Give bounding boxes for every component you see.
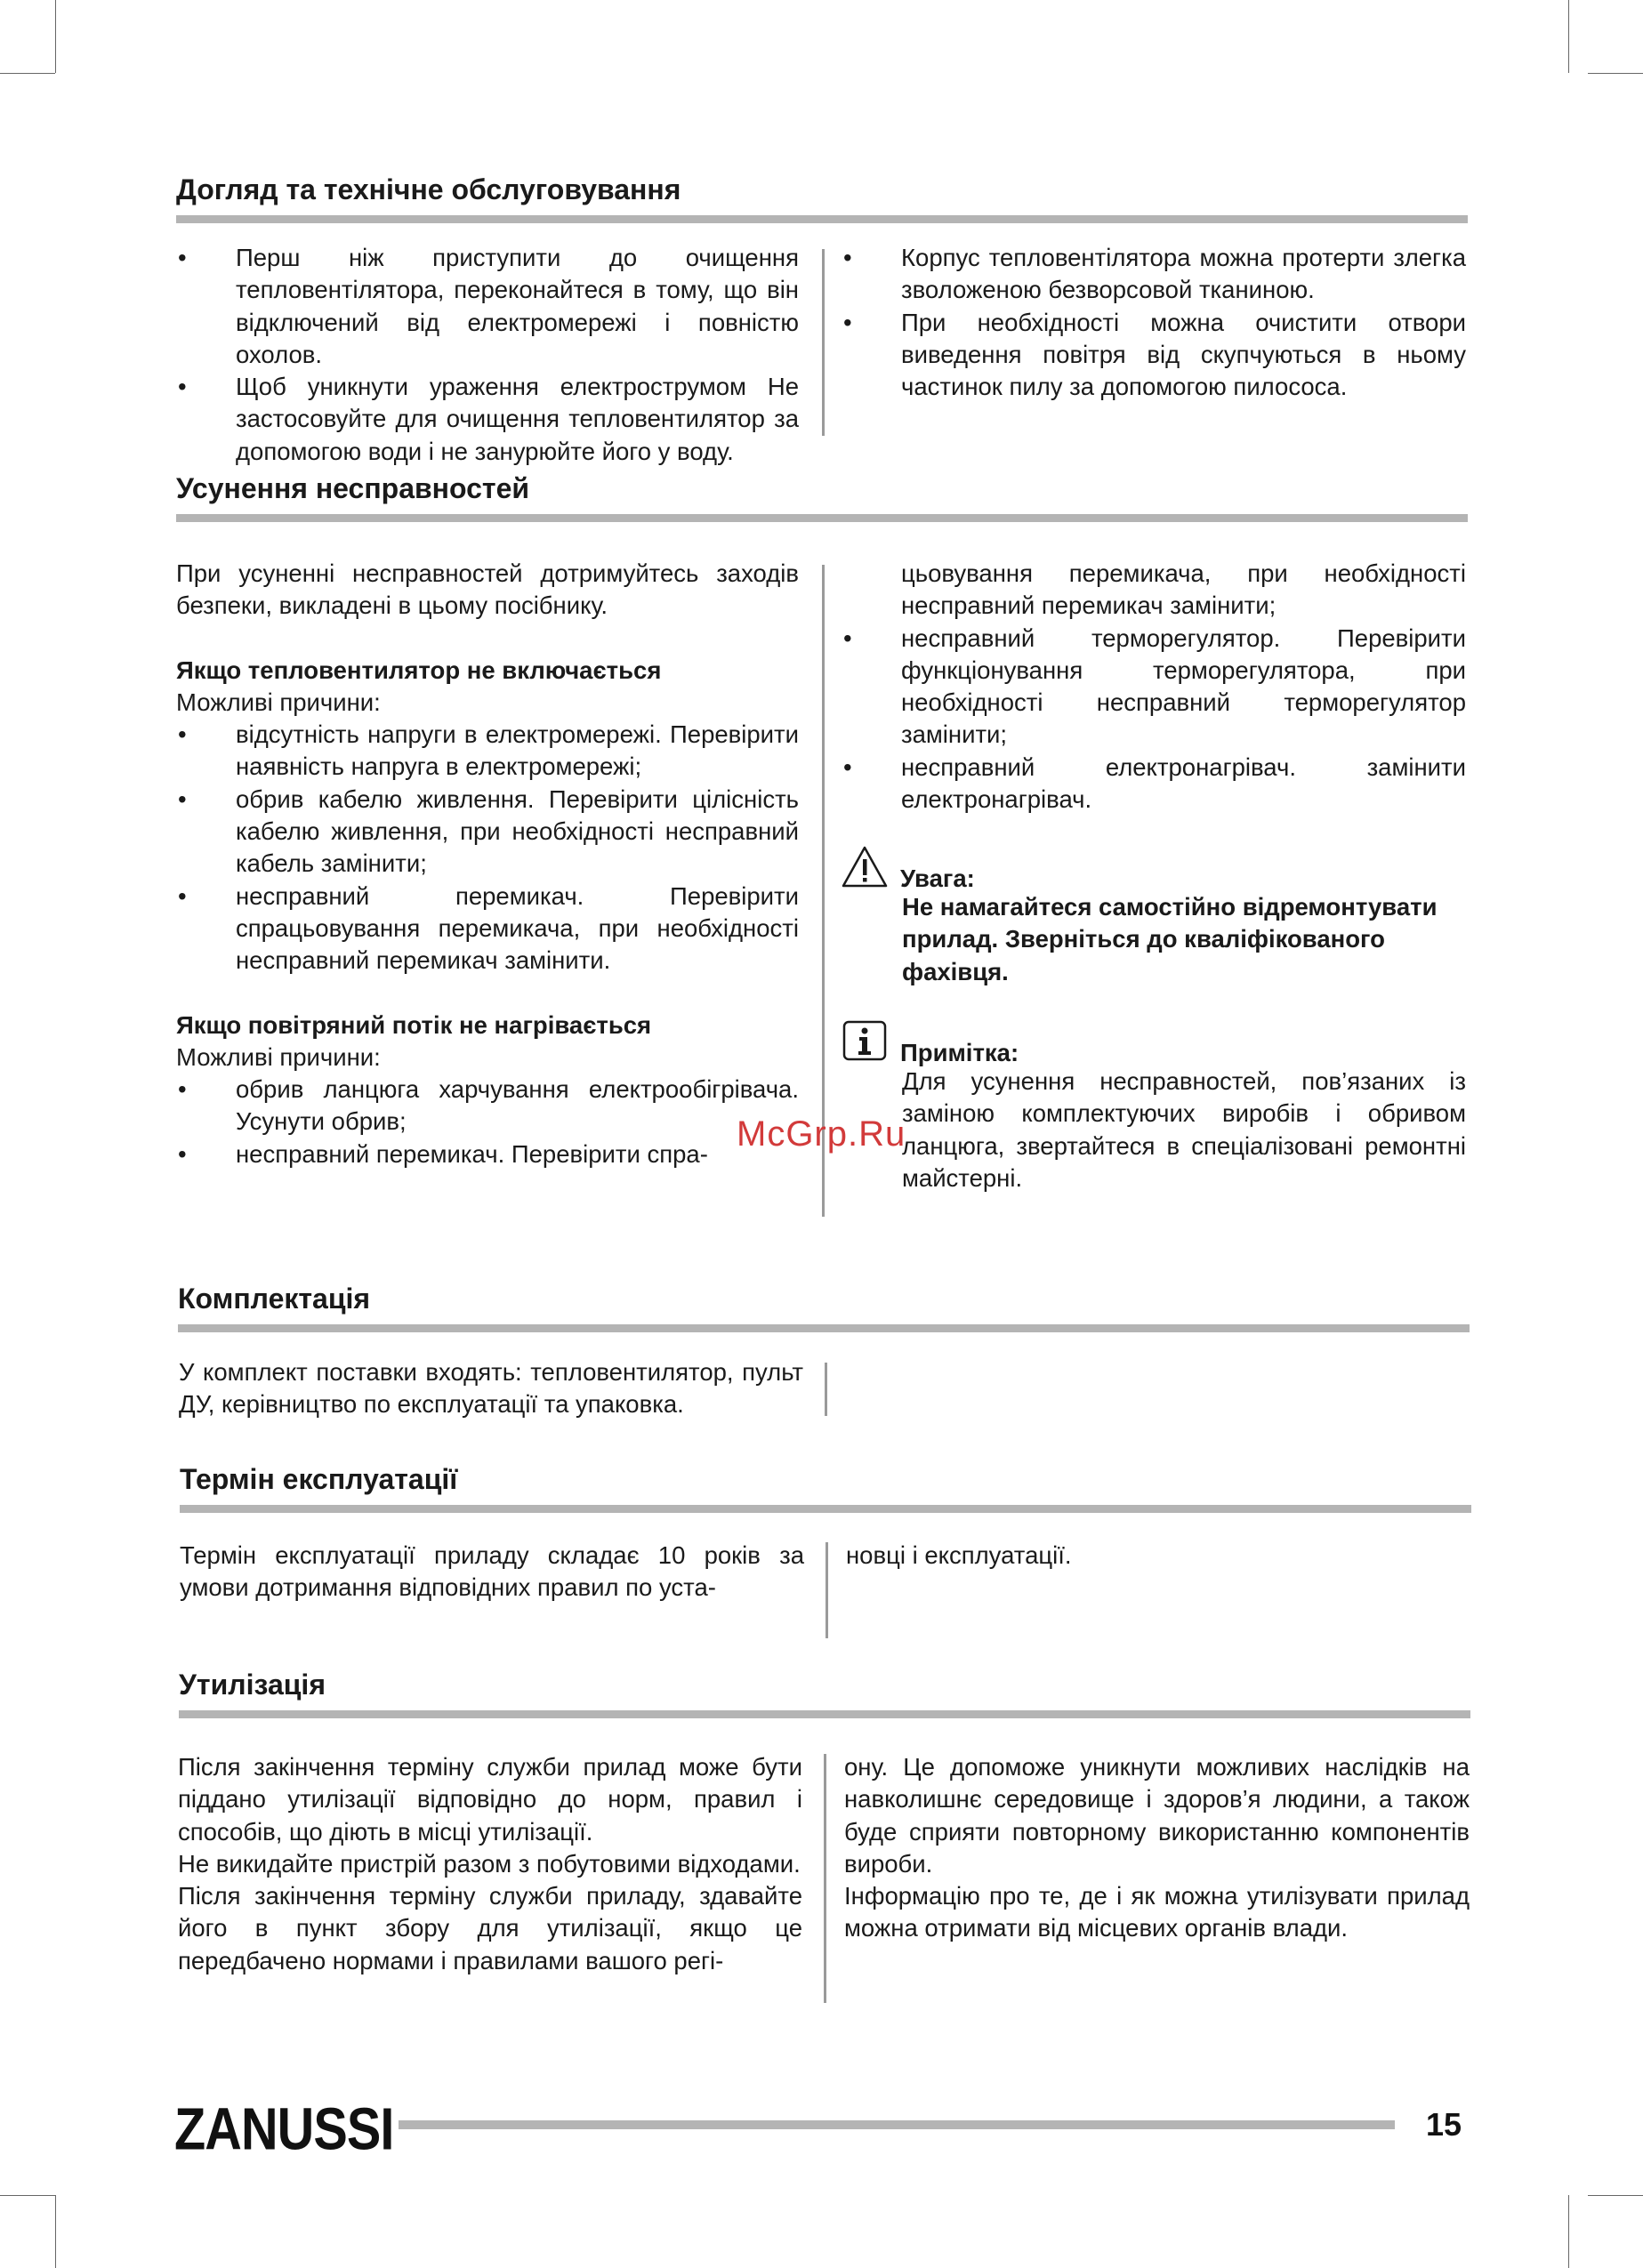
section-title: Термін експлуатації bbox=[180, 1463, 458, 1495]
note-title: Примітка: bbox=[900, 1039, 1019, 1066]
section-title: Комплектація bbox=[178, 1283, 371, 1315]
troubleshooting-right-column bbox=[842, 558, 1466, 816]
brand-logo: ZANUSSI bbox=[174, 2095, 394, 2163]
section-title: Догляд та технічне обслуговування bbox=[176, 173, 681, 205]
lifetime-right-column bbox=[846, 1540, 1469, 1572]
warning-icon bbox=[842, 845, 888, 889]
list-item: • Перш ніж приступити до очищення тепловентілятора, переконайтеся в тому, що він відключений від електромережі і повністю охолов. bbox=[176, 242, 799, 371]
list-item: • несправний терморегулятор. Перевірити функціонування терморегулятора, при необхідності несправний терморегулятор замінити; bbox=[842, 623, 1466, 752]
disposal-paragraph: Після закінчення терміну служби прилад може бути піддано утилізації відповідно до норм, правил і способів, що діють в місці утилізації. bbox=[178, 1753, 802, 1846]
causes-label: Можливі причини: bbox=[176, 1042, 381, 1071]
list-item: • Щоб уникнути ураження електрострумом Не застосовуйте для очищення тепловентилятор за допомогою води і не занурюйте його у воду. bbox=[176, 371, 799, 468]
heading-rule bbox=[178, 1324, 1470, 1332]
case-title: Якщо тепловентилятор не включається bbox=[176, 655, 662, 684]
list-item: • несправний електронагрівач. замінити електронагрівач. bbox=[842, 752, 1466, 816]
heading-rule bbox=[176, 215, 1468, 223]
section-heading-disposal bbox=[179, 1667, 1470, 1718]
note-text: Для усунення несправностей, пов’язаних із заміною комплектуючих виробів і обривом ланцюга, звертайтеся в спеціалізовані ремонтні майстерні. bbox=[902, 1067, 1466, 1192]
column-divider bbox=[825, 1363, 827, 1416]
warning-text: Не намагайтеся самостійно відремонтувати прилад. Зверніться до кваліфікованого фахівця. bbox=[902, 893, 1438, 985]
section-title: Усунення несправностей bbox=[176, 472, 530, 504]
package-text-column bbox=[179, 1356, 803, 1421]
crop-mark bbox=[1588, 73, 1643, 74]
note-box bbox=[842, 1019, 1466, 1197]
disposal-paragraph: ону. Це допоможе уникнути можливих наслідків на навколишнє середовище і здоров’я людини, а також буде сприяти повторному використанню компонентів вироби. bbox=[844, 1753, 1470, 1878]
disposal-paragraph: Інформацію про те, де і як можна утилізувати прилад можна отримати від місцевих органів влади. bbox=[844, 1882, 1470, 1942]
lifetime-text: Термін експлуатації приладу складає 10 років за умови дотримання відповідних правил по уста- bbox=[180, 1541, 804, 1602]
disposal-paragraph: Після закінчення терміну служби приладу, здавайте його в пункт збору для утилізації, якщо це передбачено нормами і правилами вашого регі- bbox=[178, 1882, 802, 1974]
list-item: • При необхідності можна очистити отвори виведення повітря від скупчуються в ньому частинок пилу за допомогою пилососа. bbox=[842, 307, 1466, 404]
warning-box bbox=[842, 845, 1466, 996]
troubleshooting-left-column bbox=[176, 558, 799, 1170]
warning-title: Увага: bbox=[900, 865, 975, 892]
care-right-column bbox=[842, 242, 1466, 403]
crop-mark bbox=[1568, 0, 1569, 73]
care-left-column bbox=[176, 242, 799, 468]
disposal-right-column bbox=[844, 1751, 1470, 1945]
case-title: Якщо повітряний потік не нагрівається bbox=[176, 1010, 652, 1039]
column-divider bbox=[822, 249, 825, 436]
list-item: • несправний перемикач. Перевірити спра- bbox=[176, 1138, 799, 1170]
lifetime-left-column bbox=[180, 1540, 804, 1604]
heading-rule bbox=[176, 514, 1468, 522]
list-item: • обрив кабелю живлення. Перевірити цілісність кабелю живлення, при необхідності несправний кабель замінити; bbox=[176, 784, 799, 881]
heading-rule bbox=[179, 1710, 1470, 1718]
crop-mark bbox=[1568, 2195, 1569, 2268]
section-heading-lifetime bbox=[180, 1461, 1471, 1513]
intro-text: При усуненні несправностей дотримуйтесь заходів безпеки, викладені в цьому посібнику. bbox=[176, 559, 799, 620]
section-heading-package bbox=[178, 1281, 1470, 1332]
list-item: • обрив ланцюга харчування електрообігрівача. Усунути обрив; bbox=[176, 1074, 799, 1138]
column-divider bbox=[824, 1754, 826, 2003]
crop-mark bbox=[55, 0, 56, 73]
crop-mark bbox=[0, 2195, 55, 2196]
crop-mark bbox=[0, 73, 55, 74]
footer-rule bbox=[399, 2120, 1395, 2129]
heading-rule bbox=[180, 1505, 1471, 1513]
lifetime-text-continuation: новці і експлуатації. bbox=[846, 1541, 1072, 1569]
list-item: • несправний перемикач. Перевірити спрацьовування перемикача, при необхідності несправний перемикач замінити. bbox=[176, 881, 799, 977]
package-text: У комплект поставки входять: тепловентилятор, пульт ДУ, керівництво по експлуатації та упаковка. bbox=[179, 1358, 803, 1419]
watermark: McGrp.Ru bbox=[737, 1114, 906, 1154]
list-item: • відсутність напруги в електромережі. Перевірити наявність напруга в електромережі; bbox=[176, 719, 799, 784]
causes-label: Можливі причини: bbox=[176, 688, 381, 716]
list-item-continuation: цьовування перемикача, при необхідності несправний перемикач замінити; bbox=[901, 559, 1466, 620]
section-heading-troubleshooting bbox=[176, 470, 1468, 522]
crop-mark bbox=[1588, 2195, 1643, 2196]
disposal-paragraph: Не викидайте пристрій разом з побутовими відходами. bbox=[178, 1849, 801, 1878]
info-icon bbox=[842, 1019, 888, 1064]
disposal-left-column bbox=[178, 1751, 802, 1977]
crop-mark bbox=[55, 2195, 56, 2268]
section-title: Утилізація bbox=[179, 1669, 326, 1701]
section-heading-care bbox=[176, 172, 1468, 223]
page-number: 15 bbox=[1426, 2106, 1462, 2143]
list-item: • Корпус тепловентілятора можна протерти злегка зволоженою безворсовой тканиною. bbox=[842, 242, 1466, 307]
column-divider bbox=[826, 1542, 828, 1638]
